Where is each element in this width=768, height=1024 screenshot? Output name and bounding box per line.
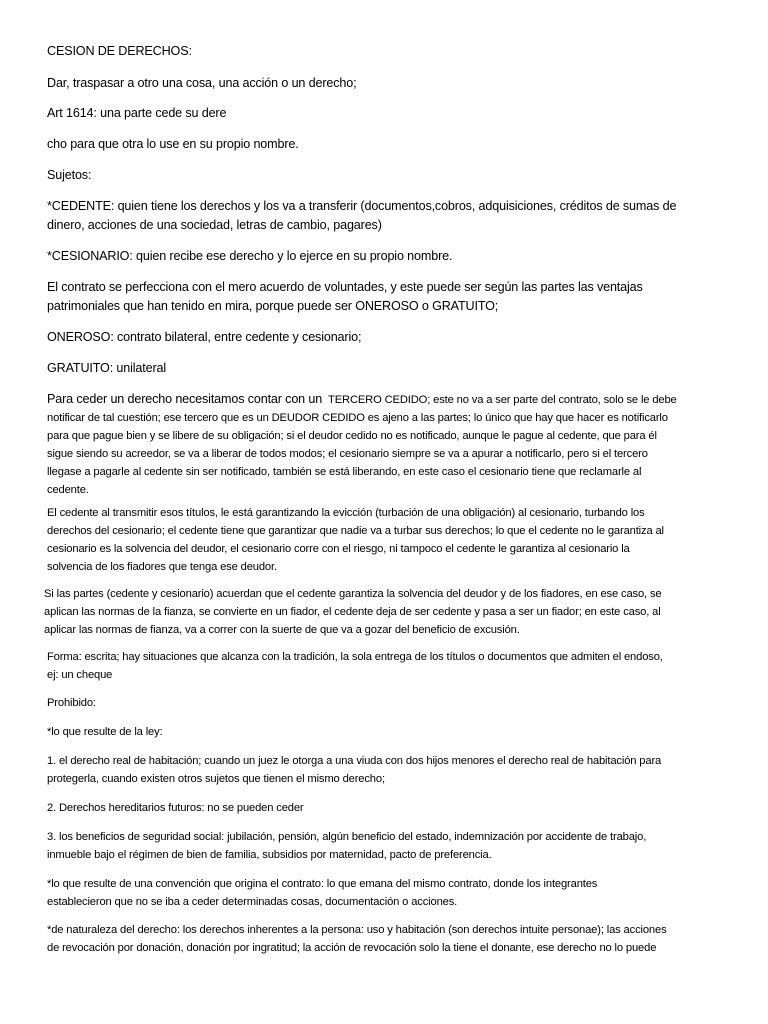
contrato-line: patrimoniales que han tenido en mira, porque puede ser ONEROSO o GRATUITO;	[47, 299, 499, 313]
sujetos-heading	[47, 166, 723, 185]
prohibido-item-2	[47, 799, 723, 817]
eviccion-paragraph	[47, 504, 723, 576]
gratuito-line: GRATUITO: unilateral	[47, 361, 167, 375]
item-1-line: protegerla, cuando existen otros sujetos que tienen el mismo derecho;	[47, 773, 385, 785]
contrato-line: El contrato se perfecciona con el mero acuerdo de voluntades, y este puede ser según las partes las ventajas	[47, 280, 643, 294]
convencion-paragraph	[47, 875, 723, 911]
item-2-line: 2. Derechos hereditarios futuros: no se pueden ceder	[47, 802, 304, 814]
tercero-lead: Para ceder un derecho necesitamos contar con un	[47, 392, 323, 406]
prohibido-item-3	[47, 828, 723, 864]
eviccion-line: solvencia de los fiadores que tenga ese deudor.	[47, 561, 277, 573]
oneroso-paragraph	[47, 328, 723, 347]
item-3-line: 3. los beneficios de seguridad social: jubilación, pensión, algún beneficio del estado, indemnización por accidente de trabajo,	[47, 831, 647, 843]
definition-paragraph	[47, 74, 723, 93]
naturaleza-line: *de naturaleza del derecho: los derechos inherentes a la persona: uso y habitación (son derechos intuite personae); las acciones	[47, 924, 667, 936]
tercero-line: para que pague bien y se libere de su obligación; si el deudor cedido no es notificado, aunque le pague al cedente, que para él	[47, 430, 657, 442]
cedente-paragraph	[47, 197, 723, 235]
fianza-line: aplican las normas de la fianza, se convierte en un fiador, el cedente deja de ser cedente y pasa a ser un fiador; en este caso, al	[44, 606, 661, 618]
cesionario-paragraph	[47, 247, 723, 266]
document-title	[47, 42, 723, 61]
convencion-line: *lo que resulte de una convención que origina el contrato: lo que emana del mismo contrato, donde los integrantes	[47, 878, 598, 890]
tercero-line: cedente.	[47, 484, 89, 496]
eviccion-line: El cedente al transmitir esos títulos, le está garantizando la evicción (turbación de una obligación) al cesionario, turbando los	[47, 507, 645, 519]
fianza-paragraph	[44, 585, 720, 639]
ley-text: *lo que resulte de la ley:	[47, 726, 163, 738]
article-text-1: Art 1614: una parte cede su dere	[47, 106, 227, 120]
title-line: CESION DE DERECHOS:	[47, 44, 192, 58]
cesionario-line: *CESIONARIO: quien recibe ese derecho y lo ejerce en su propio nombre.	[47, 249, 453, 263]
forma-line: ej: un cheque	[47, 669, 113, 681]
contrato-paragraph	[47, 278, 723, 316]
prohibido-item-1	[47, 752, 723, 788]
cedente-line: *CEDENTE: quien tiene los derechos y los va a transferir (documentos,cobros, adquisiciones, créditos de sumas de	[47, 199, 677, 213]
prohibido-heading	[47, 694, 723, 712]
gratuito-paragraph	[47, 359, 723, 378]
oneroso-line: ONEROSO: contrato bilateral, entre cedente y cesionario;	[47, 330, 362, 344]
naturaleza-line: de revocación por donación, donación por ingratitud; la acción de revocación solo la tiene el donante, ese derecho no lo puede	[47, 942, 657, 954]
item-3-line: inmueble bajo el régimen de bien de familia, subsidios por maternidad, pacto de preferencia.	[47, 849, 492, 861]
article-text-2: cho para que otra lo use en su propio nombre.	[47, 137, 299, 151]
tercero-line: llegase a pagarle al cedente sin ser notificado, también se está liberando, en este caso el cesionario tiene que reclamarle al	[47, 466, 642, 478]
convencion-line: establecieron que no se iba a ceder determinadas cosas, documentación o acciones.	[47, 896, 458, 908]
fianza-line: aplicar las normas de fianza, va a correr con la suerte de que va a gozar del beneficio de excusión.	[44, 624, 520, 636]
eviccion-line: derechos del cesionario; el cedente tiene que garantizar que nadie va a turbar sus derechos; lo que el cedente no le garantiza al	[47, 525, 664, 537]
tercero-first-line	[47, 390, 723, 409]
tercero-line: sigue siendo su acreedor, se va a liberar de todos modos; el cesionario siempre se va a apurar a notificarlo, pero si el tercero	[47, 448, 648, 460]
cedente-line: dinero, acciones de una sociedad, letras de cambio, pagares)	[47, 218, 382, 232]
definition-line: Dar, traspasar a otro una cosa, una acción o un derecho;	[47, 76, 357, 90]
fianza-line: Si las partes (cedente y cesionario) acuerdan que el cedente garantiza la solvencia del deudor y de los fiadores, en ese caso, se	[44, 588, 662, 600]
ley-heading	[47, 723, 723, 741]
article-line-2	[47, 135, 723, 154]
naturaleza-paragraph	[47, 921, 723, 957]
sujetos-text: Sujetos:	[47, 168, 92, 182]
tercero-paragraph	[47, 390, 723, 499]
prohibido-text: Prohibido:	[47, 697, 96, 709]
forma-line: Forma: escrita; hay situaciones que alcanza con la tradición, la sola entrega de los títulos o documentos que admiten el endoso,	[47, 651, 663, 663]
tercero-rest: TERCERO CEDIDO; este no va a ser parte del contrato, solo se le debe	[328, 394, 677, 406]
article-line-1	[47, 104, 723, 123]
eviccion-line: cesionario es la solvencia del deudor, el cesionario corre con el riesgo, ni tampoco el cedente le garantiza al cesionario la	[47, 543, 630, 555]
item-1-line: 1. el derecho real de habitación; cuando un juez le otorga a una viuda con dos hijos menores el derecho real de habitación para	[47, 755, 662, 767]
forma-paragraph	[47, 648, 723, 684]
tercero-line: notificar de tal cuestión; ese tercero que es un DEUDOR CEDIDO es ajeno a las partes; lo único que hay que hacer es notificarlo	[47, 412, 668, 424]
